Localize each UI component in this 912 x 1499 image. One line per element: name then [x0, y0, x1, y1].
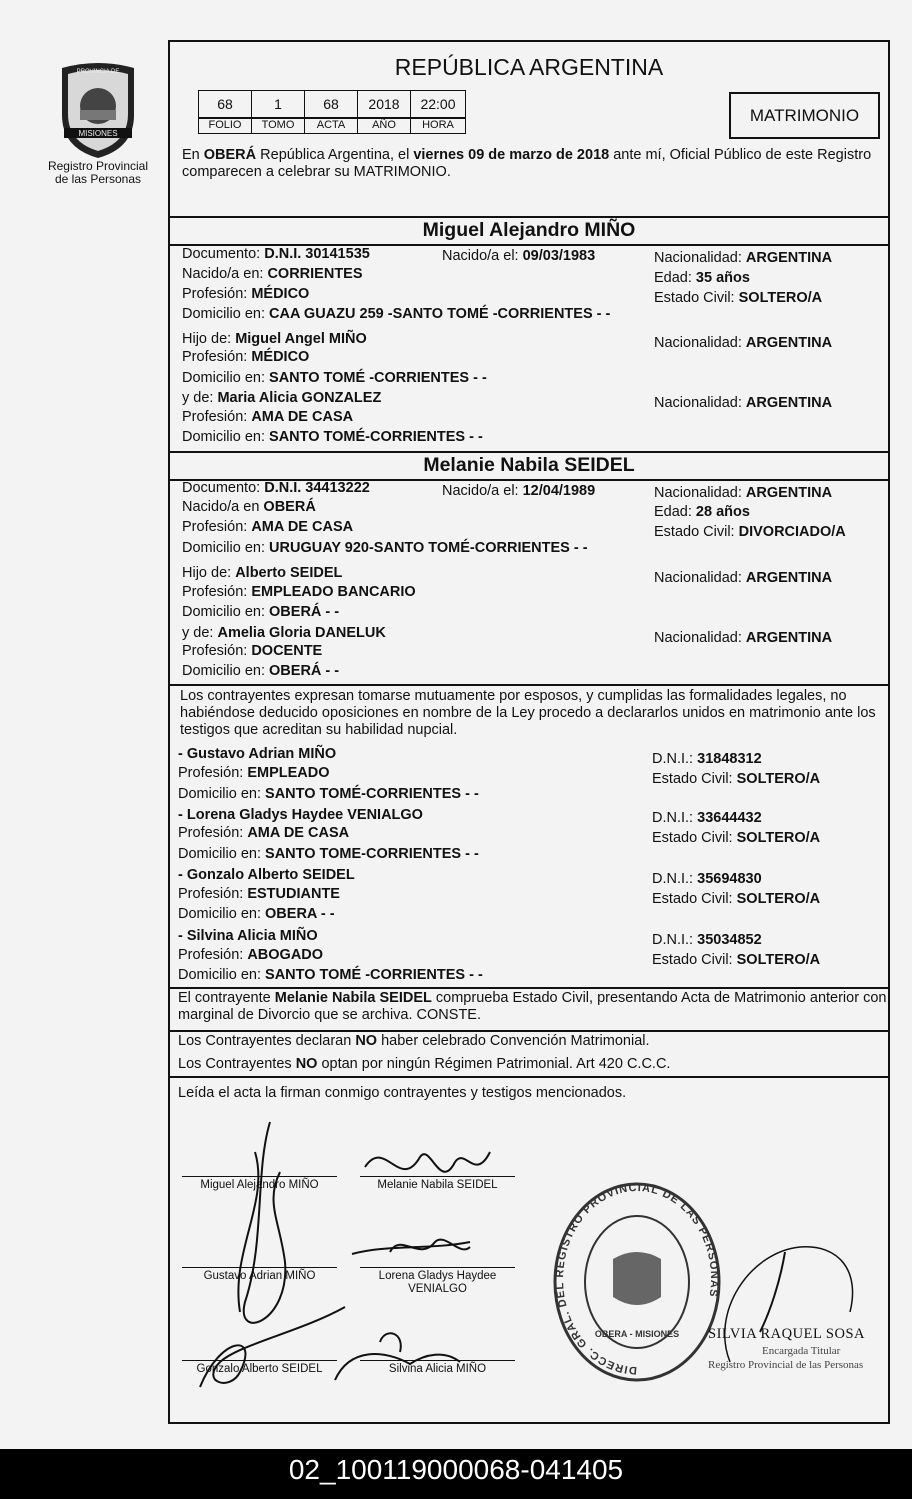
acta-label: ACTA: [304, 118, 358, 134]
anio-value: 2018: [357, 90, 411, 118]
witness-1-name: - Gustavo Adrian MIÑO: [178, 746, 337, 762]
bride-father-nacionalidad: Nacionalidad: ARGENTINA: [654, 570, 833, 586]
tomo-value: 1: [251, 90, 305, 118]
signature-name-witness-4: Silvina Alicia MIÑO: [388, 1363, 487, 1375]
acta-value: 68: [304, 90, 358, 118]
groom-domicilio: Domicilio en: CAA GUAZU 259 -SANTO TOMÉ -CORRIENTES - -: [182, 306, 611, 322]
witness-2-profesion: Profesión: AMA DE CASA: [178, 825, 350, 841]
official-org: Registro Provincial de las Personas: [708, 1359, 864, 1371]
witness-3-domicilio: Domicilio en: OBERA - -: [178, 906, 335, 922]
groom-mother-profesion: Profesión: AMA DE CASA: [182, 409, 354, 425]
witness-4-dni: D.N.I.: 35034852: [652, 932, 762, 948]
groom-mother: y de: Maria Alicia GONZALEZ: [182, 390, 382, 406]
groom-nacido-el: Nacido/a el: 09/03/1983: [442, 248, 596, 264]
misiones-coat-of-arms: [52, 60, 144, 160]
bride-nacido-en: Nacido/a en OBERÁ: [182, 499, 316, 515]
marriage-certificate: [168, 40, 890, 1424]
groom-mother-domicilio: Domicilio en: SANTO TOMÉ-CORRIENTES - -: [182, 429, 483, 445]
groom-mother-nacionalidad: Nacionalidad: ARGENTINA: [654, 395, 833, 411]
certificate-title: REPÚBLICA ARGENTINA: [394, 54, 664, 80]
groom-father: Hijo de: Miguel Angel MIÑO: [182, 331, 367, 347]
anio-label: AÑO: [357, 118, 411, 134]
seal-inner-text: OBERA - MISIONES: [594, 1329, 680, 1339]
groom-father-profesion: Profesión: MÉDICO: [182, 349, 310, 365]
witness-3-dni: D.N.I.: 35694830: [652, 871, 762, 887]
bride-father-profesion: Profesión: EMPLEADO BANCARIO: [182, 584, 416, 600]
bride-domicilio: Domicilio en: URUGUAY 920-SANTO TOMÉ-CORRIENTES - -: [182, 540, 588, 556]
bride-edad: Edad: 28 años: [654, 504, 750, 520]
hora-value: 22:00: [410, 90, 466, 118]
witness-2-domicilio: Domicilio en: SANTO TOME-CORRIENTES - -: [178, 846, 479, 862]
groom-name-heading: Miguel Alejandro MIÑO: [422, 219, 636, 241]
logo-caption: [30, 160, 166, 186]
logo-caption-line1: Registro Provincial: [47, 159, 149, 173]
bride-father-domicilio: Domicilio en: OBERÁ - -: [182, 604, 340, 620]
logo-banner-text: MISIONES: [78, 129, 118, 138]
act-type-box: MATRIMONIO: [729, 92, 880, 139]
groom-documento: Documento: D.N.I. 30141535: [182, 246, 370, 262]
convention-note: Los Contrayentes declaran NO haber celebrado Convención Matrimonial.: [178, 1033, 650, 1049]
groom-estado-civil: Estado Civil: SOLTERO/A: [654, 290, 823, 306]
folio-value: 68: [198, 90, 252, 118]
seal-ring-text: DIRECC. GRAL. DEL REGISTRO PROVINCIAL DE LAS PERSONAS: [553, 1181, 721, 1377]
document-id-code: 02_100119000068-041405: [288, 1454, 624, 1485]
bride-mother-profesion: Profesión: DOCENTE: [182, 643, 323, 659]
hora-label: HORA: [410, 118, 466, 134]
witness-4-estado: Estado Civil: SOLTERO/A: [652, 952, 821, 968]
witness-1-profesion: Profesión: EMPLEADO: [178, 765, 330, 781]
folio-label: FOLIO: [198, 118, 252, 134]
groom-nacionalidad: Nacionalidad: ARGENTINA: [654, 250, 833, 266]
witness-2-estado: Estado Civil: SOLTERO/A: [652, 830, 821, 846]
bride-estado-civil: Estado Civil: DIVORCIADO/A: [654, 524, 846, 540]
bride-name-heading: Melanie Nabila SEIDEL: [423, 454, 635, 476]
signature-name-bride: Melanie Nabila SEIDEL: [377, 1179, 498, 1191]
witness-4-domicilio: Domicilio en: SANTO TOMÉ -CORRIENTES - -: [178, 967, 483, 983]
regime-note: Los Contrayentes NO optan por ningún Régimen Patrimonial. Art 420 C.C.C.: [178, 1056, 671, 1072]
bride-documento: Documento: D.N.I. 34413222: [182, 480, 370, 496]
groom-edad: Edad: 35 años: [654, 270, 750, 286]
signature-name-witness-1: Gustavo Adrian MIÑO: [203, 1270, 316, 1282]
witness-2-dni: D.N.I.: 33644432: [652, 810, 762, 826]
groom-father-domicilio: Domicilio en: SANTO TOMÉ -CORRIENTES - -: [182, 370, 487, 386]
official-title: Encargada Titular: [762, 1345, 841, 1357]
read-and-signed-note: Leída el acta la firman conmigo contrayentes y testigos mencionados.: [178, 1085, 627, 1101]
groom-father-nacionalidad: Nacionalidad: ARGENTINA: [654, 335, 833, 351]
witness-1-dni: D.N.I.: 31848312: [652, 751, 762, 767]
groom-profesion: Profesión: MÉDICO: [182, 286, 310, 302]
witness-4-name: - Silvina Alicia MIÑO: [178, 928, 318, 944]
witness-2-name: - Lorena Gladys Haydee VENIALGO: [178, 807, 423, 823]
logo-ring-text: PROVINCIA DE: [76, 69, 120, 75]
witness-1-domicilio: Domicilio en: SANTO TOMÉ-CORRIENTES - -: [178, 786, 479, 802]
signature-name-groom: Miguel Alejandro MIÑO: [200, 1179, 319, 1191]
declaration-paragraph: Los contrayentes expresan tomarse mutuamente por esposos, y cumplidas las formalidades legales, no habiéndose deducido oposiciones en nombre de la Ley procedo a declararlos unidos en matrimonio ante los testigos que acreditan su habilidad nupcial.: [180, 688, 876, 738]
divorce-note: El contrayente Melanie Nabila SEIDEL comprueba Estado Civil, presentando Acta de Matrimonio anterior con marginal de Divorcio que se archiva. CONSTE.: [178, 990, 887, 1023]
intro-date: viernes 09 de marzo de 2018: [413, 147, 610, 163]
official-name: SILVIA RAQUEL SOSA: [708, 1326, 865, 1342]
bride-nacido-el: Nacido/a el: 12/04/1989: [442, 483, 596, 499]
witness-4-profesion: Profesión: ABOGADO: [178, 947, 324, 963]
bride-mother-nacionalidad: Nacionalidad: ARGENTINA: [654, 630, 833, 646]
intro-city: OBERÁ: [203, 147, 257, 163]
tomo-label: TOMO: [251, 118, 305, 134]
signature-name-witness-3: Gonzalo Alberto SEIDEL: [196, 1363, 323, 1375]
groom-nacido-en: Nacido/a en: CORRIENTES: [182, 266, 363, 282]
witness-3-name: - Gonzalo Alberto SEIDEL: [178, 867, 355, 883]
bride-mother-domicilio: Domicilio en: OBERÁ - -: [182, 663, 340, 679]
bride-profesion: Profesión: AMA DE CASA: [182, 519, 354, 535]
logo-caption-line2: de las Personas: [54, 172, 142, 186]
bride-mother: y de: Amelia Gloria DANELUK: [182, 625, 386, 641]
witness-3-profesion: Profesión: ESTUDIANTE: [178, 886, 340, 902]
signature-name-witness-2: Lorena Gladys Haydee VENIALGO: [378, 1270, 497, 1295]
bride-nacionalidad: Nacionalidad: ARGENTINA: [654, 485, 833, 501]
bride-father: Hijo de: Alberto SEIDEL: [182, 565, 343, 581]
intro-paragraph: En OBERÁ República Argentina, el viernes 09 de marzo de 2018 ante mí, Oficial Público de este Registro comparecen a celebrar su MATRIMONIO.: [182, 147, 872, 180]
witness-3-estado: Estado Civil: SOLTERO/A: [652, 891, 821, 907]
witness-1-estado: Estado Civil: SOLTERO/A: [652, 771, 821, 787]
